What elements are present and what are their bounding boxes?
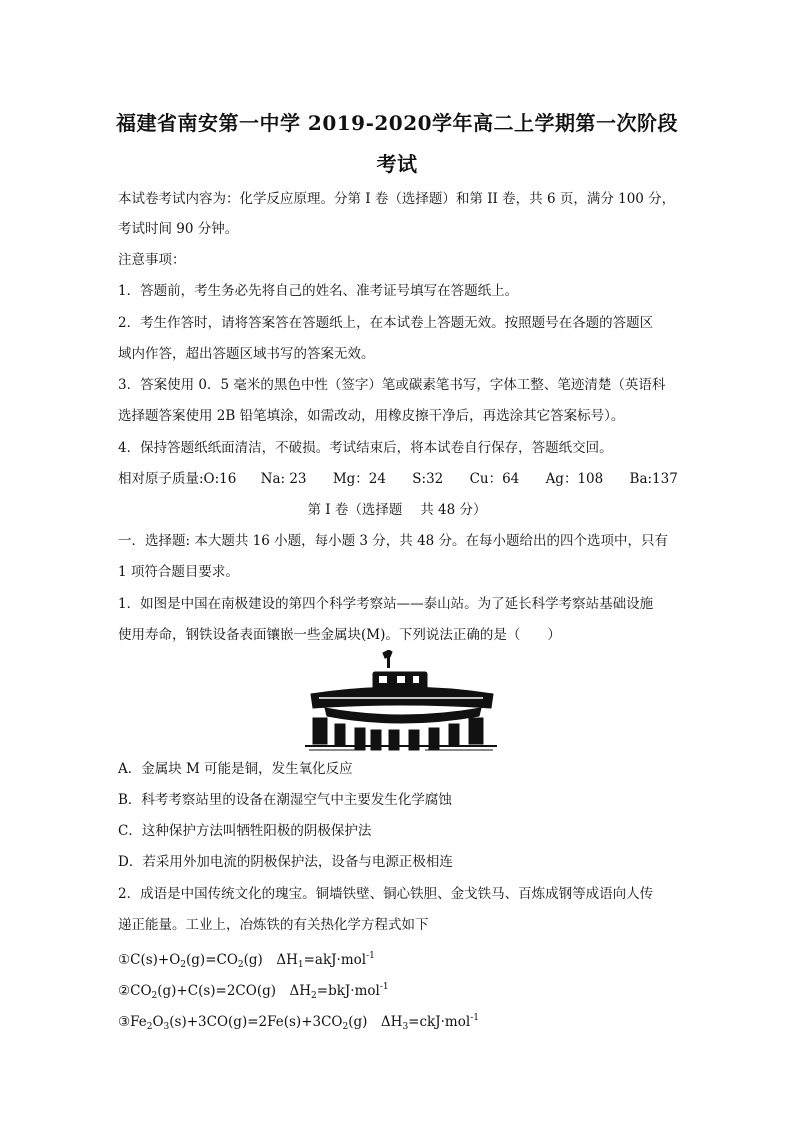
note-3-line1: 3．答案使用 0．5 毫米的黑色中性（签字）笔或碳素笔书写，字体工整、笔迹清楚（英语科	[118, 377, 666, 393]
intro-text-line2: 考试时间 90 分钟。	[118, 221, 239, 237]
atomic-mass-item: 相对原子质量:O:16	[118, 471, 237, 487]
atomic-mass-item: S:32	[412, 471, 444, 487]
exam-title-line2: 考试	[376, 152, 418, 176]
question-2-line2: 递正能量。工业上，冶炼铁的有关热化学方程式如下	[118, 917, 429, 933]
question-2-line1: 2．成语是中国传统文化的瑰宝。铜墙铁壁、铜心铁胆、金戈铁马、百炼成钢等成语向人传	[118, 886, 654, 902]
equation-2: $②CO_2(g)+C(s)=2CO(g)$ $\Delta H_2=bkJ\cdot mol^{-1}$	[118, 982, 389, 1001]
part1-instructions-line2: 1 项符合题目要求。	[118, 564, 239, 580]
equation-1: $①C(s)+O_2(g)=CO_2(g)$ $\Delta H_1=akJ\cdot mol^{-1}$	[118, 951, 375, 970]
atomic-mass-item: Na: 23	[260, 471, 307, 487]
intro-text-line1: 本试卷考试内容为：化学反应原理。分第 I 卷（选择题）和第 II 卷，共 6 页，满分 100 分，	[118, 191, 676, 207]
note-2-line1: 2．考生作答时，请将答案答在答题纸上，在本试卷上答题无效。按照题号在各题的答题区	[118, 315, 654, 331]
atomic-masses	[118, 470, 688, 488]
part1-instructions-line1: 一．选择题: 本大题共 16 小题，每小题 3 分，共 48 分。在每小题给出的四个选项中，只有	[118, 533, 669, 549]
question-1-option-d: D．若采用外加电流的阴极保护法，设备与电源正极相连	[118, 854, 453, 870]
equation-3: $③Fe_2O_3(s)+3CO(g)=2Fe(s)+3CO_2(g)$ $\Delta H_3=ckJ\cdot mol^{-1}$	[118, 1013, 479, 1032]
note-1: 1．答题前，考生务必先将自己的姓名、准考证号填写在答题纸上。	[118, 283, 519, 299]
equation-number: ③	[118, 1014, 131, 1030]
atomic-mass-item: Ba:137	[629, 471, 678, 487]
question-1-option-c: C．这种保护方法叫牺牲阳极的阴极保护法	[118, 823, 372, 839]
exam-title-line1: 福建省南安第一中学 2019-2020学年高二上学期第一次阶段	[115, 111, 679, 135]
note-3-line2: 选择题答案使用 2B 铅笔填涂，如需改动，用橡皮擦干净后，再选涂其它答案标号）。	[118, 408, 625, 424]
question-1-option-a: A．金属块 M 可能是铜，发生氧化反应	[118, 761, 353, 777]
question-1-line2: 使用寿命，钢铁设备表面镶嵌一些金属块(M)。下列说法正确的是（ ）	[118, 627, 561, 643]
section-title: 第 I 卷（选择题 共 48 分）	[307, 502, 487, 518]
note-2-line2: 域内作答，超出答题区域书写的答案无效。	[118, 346, 375, 362]
research-station-image	[305, 650, 497, 752]
equation-number: ②	[118, 983, 131, 999]
notes-heading: 注意事项：	[118, 252, 186, 268]
atomic-mass-item: Ag：108	[545, 471, 604, 487]
atomic-mass-item: Mg：24	[332, 471, 386, 487]
atomic-mass-item: Cu：64	[469, 471, 520, 487]
note-4: 4．保持答题纸纸面清洁，不破损。考试结束后，将本试卷自行保存，答题纸交回。	[118, 440, 613, 456]
equation-number: ①	[118, 952, 131, 968]
question-1-option-b: B．科考考察站里的设备在潮湿空气中主要发生化学腐蚀	[118, 792, 452, 808]
question-1-line1: 1．如图是中国在南极建设的第四个科学考察站——泰山站。为了延长科学考察站基础设施	[118, 596, 654, 612]
